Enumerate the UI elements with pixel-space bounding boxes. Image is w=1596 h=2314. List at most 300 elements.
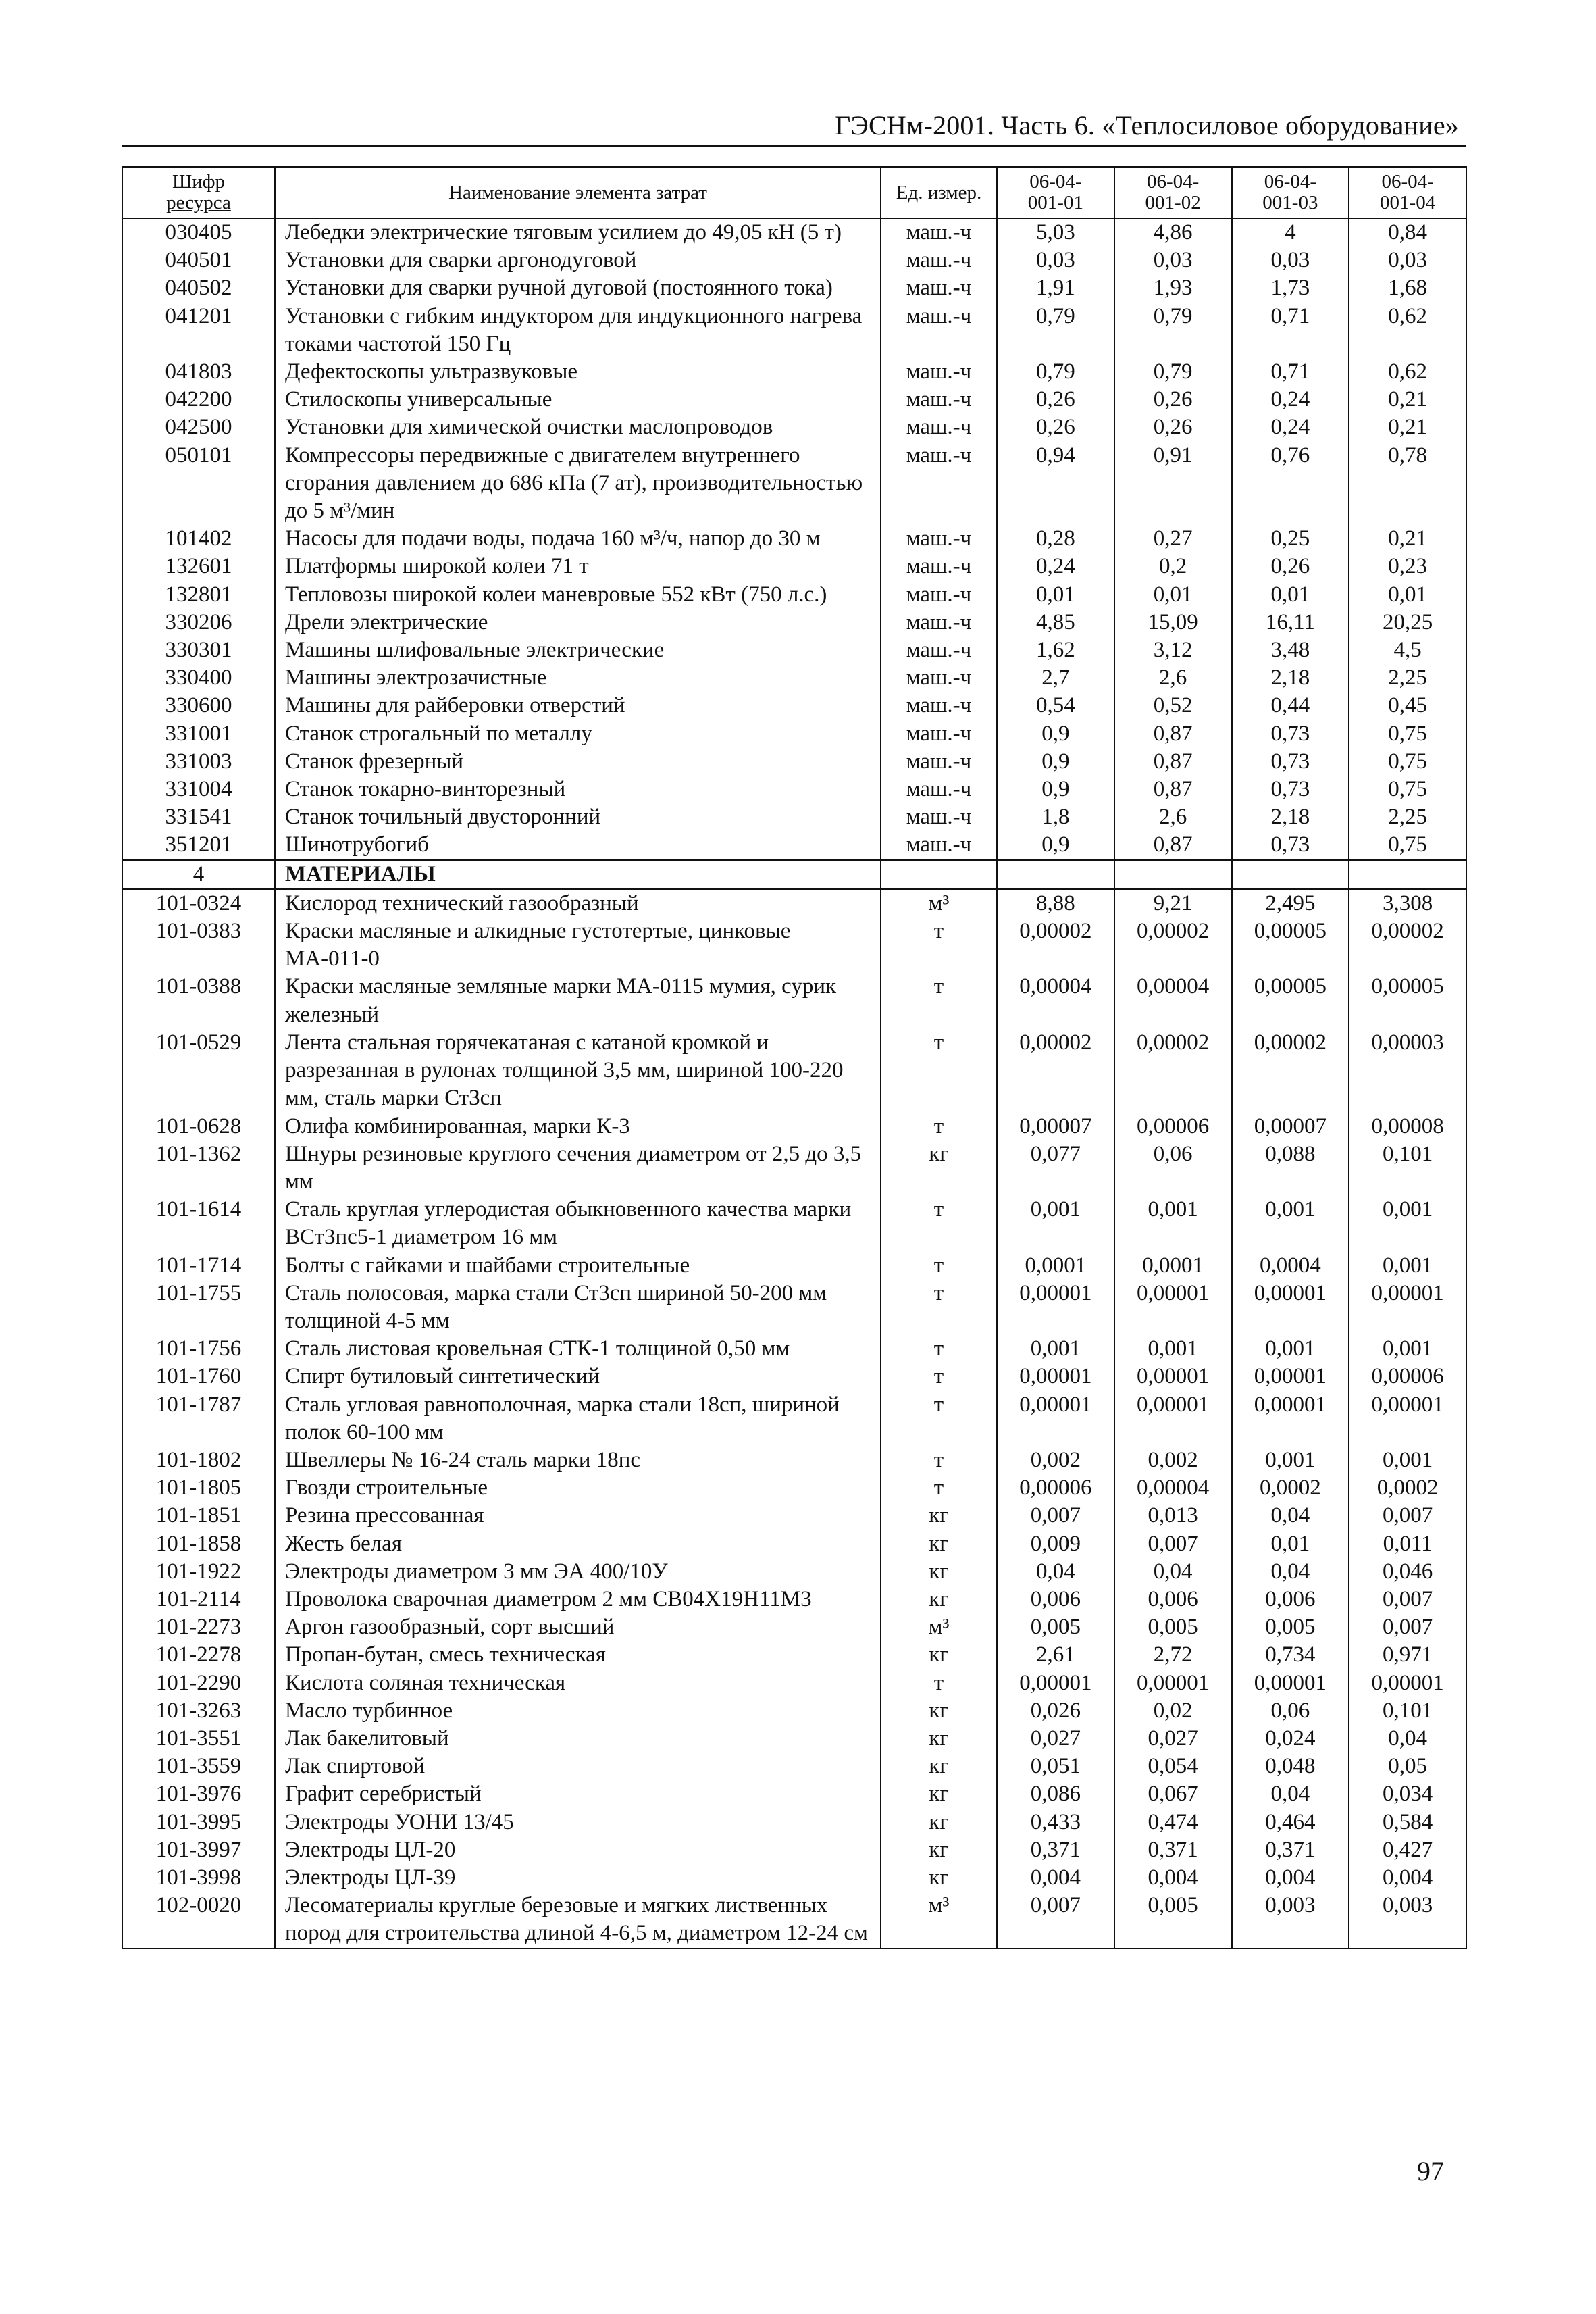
cell-code: 101-0324 (122, 889, 275, 917)
cell-unit: маш.-ч (881, 442, 997, 526)
cell-code: 4 (122, 860, 275, 889)
table-row (122, 973, 1466, 1028)
cell-name: Станок точильный двусторонний (275, 803, 881, 831)
cell-v2: 2,6 (1114, 803, 1232, 831)
table-row (122, 1363, 1466, 1390)
cell-v1: 0,001 (997, 1196, 1114, 1251)
cell-v1: 1,91 (997, 274, 1114, 302)
cell-name: Швеллеры № 16-24 сталь марки 18пс (275, 1447, 881, 1474)
cell-v1: 0,00006 (997, 1474, 1114, 1502)
cell-name: Машины шлифовальные электрические (275, 636, 881, 664)
cell-v2: 0,00002 (1114, 1029, 1232, 1113)
cell-name: Электроды ЦЛ-39 (275, 1864, 881, 1892)
cell-v2: 15,09 (1114, 609, 1232, 636)
table-row (122, 1391, 1466, 1447)
cell-v2: 0,027 (1114, 1725, 1232, 1753)
cell-v3: 0,048 (1232, 1753, 1349, 1780)
cell-v3: 2,18 (1232, 803, 1349, 831)
cell-v4 (1349, 860, 1466, 889)
cell-v2: 0,001 (1114, 1335, 1232, 1363)
cell-code: 101-0383 (122, 917, 275, 973)
cell-v1: 0,007 (997, 1502, 1114, 1530)
table-row (122, 1530, 1466, 1558)
cell-v4: 0,007 (1349, 1502, 1466, 1530)
cell-unit: м³ (881, 1892, 997, 1948)
cell-v3: 4 (1232, 218, 1349, 247)
cell-name: Сталь угловая равнополочная, марка стали 18сп, шириной полок 60-100 мм (275, 1391, 881, 1447)
cell-v2: 0,00001 (1114, 1280, 1232, 1335)
cell-v2: 0,87 (1114, 720, 1232, 748)
cell-v3: 0,73 (1232, 720, 1349, 748)
cell-v4: 0,75 (1349, 720, 1466, 748)
cell-code: 132601 (122, 553, 275, 580)
document-title: ГЭСНм-2001. Часть 6. «Теплосиловое оборудование» (835, 110, 1459, 141)
cell-v4: 0,62 (1349, 358, 1466, 386)
cell-unit: маш.-ч (881, 358, 997, 386)
cell-v4: 2,25 (1349, 664, 1466, 692)
cell-v4: 0,62 (1349, 303, 1466, 358)
cell-name: Стилоскопы универсальные (275, 386, 881, 413)
cell-code: 101-1805 (122, 1474, 275, 1502)
cell-name: Тепловозы широкой колеи маневровые 552 кВт (750 л.с.) (275, 581, 881, 609)
cell-unit: т (881, 1474, 997, 1502)
cell-name: Пропан-бутан, смесь техническая (275, 1641, 881, 1669)
cell-v1: 0,9 (997, 720, 1114, 748)
cell-code: 101-3995 (122, 1809, 275, 1836)
cell-v2: 0,87 (1114, 776, 1232, 803)
cell-code: 101-1787 (122, 1391, 275, 1447)
cell-v1: 8,88 (997, 889, 1114, 917)
cell-v4: 0,427 (1349, 1836, 1466, 1864)
cell-unit: маш.-ч (881, 247, 997, 274)
cell-code: 101-3998 (122, 1864, 275, 1892)
table-row (122, 776, 1466, 803)
table-row (122, 1140, 1466, 1196)
cell-code: 331001 (122, 720, 275, 748)
cell-code: 101-2278 (122, 1641, 275, 1669)
cell-name: Краски масляные земляные марки МА-0115 мумия, сурик железный (275, 973, 881, 1028)
cell-v3: 0,76 (1232, 442, 1349, 526)
cell-v1: 0,002 (997, 1447, 1114, 1474)
cell-unit: маш.-ч (881, 581, 997, 609)
cell-v1: 0,001 (997, 1335, 1114, 1363)
cell-unit: маш.-ч (881, 413, 997, 441)
cell-unit (881, 860, 997, 889)
cell-v3: 2,18 (1232, 664, 1349, 692)
table-row (122, 1613, 1466, 1641)
cell-code: 040501 (122, 247, 275, 274)
cell-unit: м³ (881, 889, 997, 917)
cell-unit: т (881, 1252, 997, 1280)
cell-v1: 0,26 (997, 413, 1114, 441)
cell-v3: 0,0004 (1232, 1252, 1349, 1280)
cell-v4: 0,75 (1349, 776, 1466, 803)
column-header-unit: Ед. измер. (881, 167, 997, 218)
column-header-v3-line2: 001-03 (1262, 192, 1318, 213)
table-row (122, 1836, 1466, 1864)
cell-v4: 0,21 (1349, 386, 1466, 413)
cell-v1: 0,9 (997, 748, 1114, 776)
cell-name: Электроды УОНИ 13/45 (275, 1809, 881, 1836)
cell-v4: 0,05 (1349, 1753, 1466, 1780)
table-row (122, 581, 1466, 609)
table-row (122, 889, 1466, 917)
cell-code: 101-1858 (122, 1530, 275, 1558)
cell-name: Аргон газообразный, сорт высший (275, 1613, 881, 1641)
cell-name: Электроды диаметром 3 мм ЭА 400/10У (275, 1558, 881, 1586)
table-row (122, 1447, 1466, 1474)
cell-v1: 0,371 (997, 1836, 1114, 1864)
cell-v2: 0,00002 (1114, 917, 1232, 973)
cell-v4: 0,101 (1349, 1697, 1466, 1725)
cell-v4: 3,308 (1349, 889, 1466, 917)
cell-unit: т (881, 917, 997, 973)
cell-v1: 0,00001 (997, 1391, 1114, 1447)
cell-v2: 0,005 (1114, 1613, 1232, 1641)
cell-v4: 0,001 (1349, 1196, 1466, 1251)
cell-unit: маш.-ч (881, 636, 997, 664)
table-row (122, 218, 1466, 247)
cell-name: Лента стальная горячекатаная с катаной кромкой и разрезанная в рулонах толщиной 3,5 мм, шириной 100-220 мм, сталь марки Ст3сп (275, 1029, 881, 1113)
cell-v2: 0,00004 (1114, 973, 1232, 1028)
cell-v1: 0,00004 (997, 973, 1114, 1028)
cell-v4: 0,00001 (1349, 1280, 1466, 1335)
cell-v4: 0,001 (1349, 1335, 1466, 1363)
cell-code: 101-2290 (122, 1669, 275, 1697)
cell-v2: 0,006 (1114, 1586, 1232, 1613)
cell-v2: 0,474 (1114, 1809, 1232, 1836)
cell-name: Графит серебристый (275, 1780, 881, 1808)
cell-v2: 0,52 (1114, 692, 1232, 720)
cell-name: Сталь круглая углеродистая обыкновенного качества марки ВСт3пс5-1 диаметром 16 мм (275, 1196, 881, 1251)
column-header-v3 (1232, 167, 1349, 218)
cell-v4: 0,45 (1349, 692, 1466, 720)
cell-unit: т (881, 1280, 997, 1335)
cell-name: Лак спиртовой (275, 1753, 881, 1780)
cell-v3: 0,0002 (1232, 1474, 1349, 1502)
cell-v1: 0,077 (997, 1140, 1114, 1196)
cell-unit: кг (881, 1641, 997, 1669)
cell-v2: 3,12 (1114, 636, 1232, 664)
cell-v1: 0,009 (997, 1530, 1114, 1558)
cell-v2: 0,013 (1114, 1502, 1232, 1530)
cell-code: 040502 (122, 274, 275, 302)
cell-v2: 0,26 (1114, 413, 1232, 441)
cell-v1: 4,85 (997, 609, 1114, 636)
cell-v3: 0,73 (1232, 831, 1349, 859)
cell-name: Спирт бутиловый синтетический (275, 1363, 881, 1390)
cell-v2: 0,02 (1114, 1697, 1232, 1725)
cell-v4: 0,21 (1349, 525, 1466, 553)
cell-code: 101402 (122, 525, 275, 553)
cell-v3: 0,00005 (1232, 973, 1349, 1028)
cell-v2: 0,00006 (1114, 1113, 1232, 1140)
table-row (122, 917, 1466, 973)
cell-name: Олифа комбинированная, марки К-3 (275, 1113, 881, 1140)
cell-v3: 0,01 (1232, 581, 1349, 609)
table-body (122, 218, 1466, 1948)
cell-code: 041201 (122, 303, 275, 358)
cell-code: 101-1362 (122, 1140, 275, 1196)
table-row (122, 1280, 1466, 1335)
cell-v2: 0,00001 (1114, 1391, 1232, 1447)
cell-unit: маш.-ч (881, 609, 997, 636)
cell-unit: кг (881, 1530, 997, 1558)
cell-code: 101-1802 (122, 1447, 275, 1474)
cell-code: 101-3551 (122, 1725, 275, 1753)
cell-v1: 0,433 (997, 1809, 1114, 1836)
cell-unit: маш.-ч (881, 274, 997, 302)
cell-v2: 0,01 (1114, 581, 1232, 609)
cell-unit: маш.-ч (881, 831, 997, 859)
table-row (122, 1669, 1466, 1697)
cell-v3: 0,04 (1232, 1780, 1349, 1808)
cell-v2: 0,79 (1114, 303, 1232, 358)
cell-v4: 0,971 (1349, 1641, 1466, 1669)
table-row (122, 692, 1466, 720)
cell-v4: 0,21 (1349, 413, 1466, 441)
column-header-v2 (1114, 167, 1232, 218)
column-header-v4 (1349, 167, 1466, 218)
cell-v4: 0,00003 (1349, 1029, 1466, 1113)
table-row (122, 1113, 1466, 1140)
cell-v2: 0,054 (1114, 1753, 1232, 1780)
column-header-v2-line2: 001-02 (1145, 192, 1201, 213)
cell-name: Краски масляные и алкидные густотертые, цинковые МА-011-0 (275, 917, 881, 973)
cell-v4: 0,046 (1349, 1558, 1466, 1586)
cell-v2: 0,00004 (1114, 1474, 1232, 1502)
table-row (122, 636, 1466, 664)
column-header-v1-line2: 001-01 (1027, 192, 1083, 213)
table-row (122, 664, 1466, 692)
cell-v1: 0,086 (997, 1780, 1114, 1808)
cell-v1: 0,00007 (997, 1113, 1114, 1140)
table-row (122, 1558, 1466, 1586)
table-row (122, 553, 1466, 580)
cell-name: Станок фрезерный (275, 748, 881, 776)
table-header-row (122, 167, 1466, 218)
cell-v1: 0,94 (997, 442, 1114, 526)
cell-v3: 0,73 (1232, 748, 1349, 776)
table-row (122, 274, 1466, 302)
table-row (122, 525, 1466, 553)
cell-v2: 0,002 (1114, 1447, 1232, 1474)
cell-v4: 1,68 (1349, 274, 1466, 302)
cell-v4: 0,23 (1349, 553, 1466, 580)
cell-v4: 0,001 (1349, 1447, 1466, 1474)
cell-v2: 0,03 (1114, 247, 1232, 274)
column-header-code-line2: ресурса (166, 192, 231, 213)
cell-v1: 1,62 (997, 636, 1114, 664)
cell-name: Резина прессованная (275, 1502, 881, 1530)
cell-unit: кг (881, 1502, 997, 1530)
cell-v4: 0,78 (1349, 442, 1466, 526)
cell-name: Компрессоры передвижные с двигателем внутреннего сгорания давлением до 686 кПа (7 ат), производительностью до 5 м³/мин (275, 442, 881, 526)
column-header-name: Наименование элемента затрат (275, 167, 881, 218)
cell-unit: кг (881, 1725, 997, 1753)
cell-v1: 0,00001 (997, 1363, 1114, 1390)
column-header-v1-line1: 06-04- (1029, 171, 1082, 193)
cell-unit: т (881, 1196, 997, 1251)
cell-v2: 0,004 (1114, 1864, 1232, 1892)
cell-name: Шнуры резиновые круглого сечения диаметром от 2,5 до 3,5 мм (275, 1140, 881, 1196)
cell-code: 101-1614 (122, 1196, 275, 1251)
table-row (122, 831, 1466, 859)
table-row (122, 247, 1466, 274)
cell-v3: 0,00001 (1232, 1280, 1349, 1335)
cell-unit: маш.-ч (881, 803, 997, 831)
table-row (122, 1474, 1466, 1502)
cell-name: Лесоматериалы круглые березовые и мягких лиственных пород для строительства длиной 4-6,5 м, диаметром 12-24 см (275, 1892, 881, 1948)
cell-v1: 0,54 (997, 692, 1114, 720)
cell-v2: 0,00001 (1114, 1363, 1232, 1390)
resource-table (122, 166, 1467, 1949)
cell-name: Кислота соляная техническая (275, 1669, 881, 1697)
cell-v3: 0,001 (1232, 1447, 1349, 1474)
cell-v4: 0,00005 (1349, 973, 1466, 1028)
cell-unit: т (881, 1335, 997, 1363)
cell-unit: т (881, 1363, 997, 1390)
cell-name: Масло турбинное (275, 1697, 881, 1725)
table-row (122, 1335, 1466, 1363)
cell-v2: 1,93 (1114, 274, 1232, 302)
cell-v2: 0,001 (1114, 1196, 1232, 1251)
cell-v1: 1,8 (997, 803, 1114, 831)
cell-v1: 0,04 (997, 1558, 1114, 1586)
table-row (122, 1641, 1466, 1669)
cell-unit: маш.-ч (881, 720, 997, 748)
cell-v2: 0,067 (1114, 1780, 1232, 1808)
cell-unit: маш.-ч (881, 525, 997, 553)
cell-unit: кг (881, 1586, 997, 1613)
cell-v4: 0,00001 (1349, 1669, 1466, 1697)
cell-code: 330206 (122, 609, 275, 636)
cell-unit: маш.-ч (881, 664, 997, 692)
cell-v2: 2,72 (1114, 1641, 1232, 1669)
cell-name: МАТЕРИАЛЫ (275, 860, 881, 889)
cell-v1: 2,7 (997, 664, 1114, 692)
cell-unit: м³ (881, 1613, 997, 1641)
cell-v4: 0,75 (1349, 831, 1466, 859)
cell-code: 330600 (122, 692, 275, 720)
column-header-v4-line1: 06-04- (1381, 171, 1434, 193)
cell-code: 331003 (122, 748, 275, 776)
cell-v1: 0,9 (997, 831, 1114, 859)
cell-v4: 0,004 (1349, 1864, 1466, 1892)
cell-v1: 0,006 (997, 1586, 1114, 1613)
cell-v2: 0,87 (1114, 748, 1232, 776)
cell-unit: маш.-ч (881, 303, 997, 358)
cell-name: Установки для сварки ручной дуговой (постоянного тока) (275, 274, 881, 302)
cell-v2: 0,007 (1114, 1530, 1232, 1558)
table-row (122, 1196, 1466, 1251)
cell-unit: маш.-ч (881, 748, 997, 776)
cell-unit: кг (881, 1140, 997, 1196)
cell-name: Платформы широкой колеи 71 т (275, 553, 881, 580)
cell-v3: 0,005 (1232, 1613, 1349, 1641)
cell-code: 101-2273 (122, 1613, 275, 1641)
cell-unit: кг (881, 1780, 997, 1808)
column-header-code-line1: Шифр (172, 171, 226, 193)
cell-code: 101-1756 (122, 1335, 275, 1363)
cell-v1: 0,0001 (997, 1252, 1114, 1280)
cell-v1: 0,79 (997, 303, 1114, 358)
cell-v1: 0,007 (997, 1892, 1114, 1948)
table-row (122, 1586, 1466, 1613)
cell-v2: 4,86 (1114, 218, 1232, 247)
cell-name: Установки с гибким индуктором для индукционного нагрева токами частотой 150 Гц (275, 303, 881, 358)
cell-v3: 0,71 (1232, 303, 1349, 358)
cell-code: 132801 (122, 581, 275, 609)
cell-v4: 0,00002 (1349, 917, 1466, 973)
cell-v3: 0,24 (1232, 386, 1349, 413)
cell-code: 102-0020 (122, 1892, 275, 1948)
cell-code: 101-0388 (122, 973, 275, 1028)
cell-v1: 0,03 (997, 247, 1114, 274)
table-row (122, 609, 1466, 636)
cell-v1: 0,01 (997, 581, 1114, 609)
cell-code: 330301 (122, 636, 275, 664)
cell-v3: 0,44 (1232, 692, 1349, 720)
table-header (122, 167, 1466, 218)
cell-v2: 0,371 (1114, 1836, 1232, 1864)
cell-unit: кг (881, 1809, 997, 1836)
cell-name: Машины для райберовки отверстий (275, 692, 881, 720)
cell-v3: 0,00001 (1232, 1391, 1349, 1447)
cell-v4: 0,0002 (1349, 1474, 1466, 1502)
table-row (122, 1864, 1466, 1892)
cell-unit: кг (881, 1753, 997, 1780)
cell-name: Установки для химической очистки маслопроводов (275, 413, 881, 441)
cell-v1: 0,051 (997, 1753, 1114, 1780)
table-row (122, 720, 1466, 748)
column-header-v1 (997, 167, 1114, 218)
cell-v3: 0,004 (1232, 1864, 1349, 1892)
cell-name: Лебедки электрические тяговым усилием до 49,05 кН (5 т) (275, 218, 881, 247)
cell-unit: кг (881, 1836, 997, 1864)
cell-code: 331541 (122, 803, 275, 831)
cell-code: 101-0529 (122, 1029, 275, 1113)
cell-v3: 0,464 (1232, 1809, 1349, 1836)
table-row (122, 1892, 1466, 1948)
cell-v2: 0,0001 (1114, 1252, 1232, 1280)
cell-code: 101-1851 (122, 1502, 275, 1530)
cell-name: Машины электрозачистные (275, 664, 881, 692)
cell-v1: 0,005 (997, 1613, 1114, 1641)
cell-v3: 0,00001 (1232, 1669, 1349, 1697)
table-row (122, 386, 1466, 413)
cell-v1: 0,00001 (997, 1280, 1114, 1335)
table-row (122, 748, 1466, 776)
cell-name: Станок строгальный по металлу (275, 720, 881, 748)
cell-v4: 0,007 (1349, 1586, 1466, 1613)
cell-v1: 0,24 (997, 553, 1114, 580)
cell-code: 042500 (122, 413, 275, 441)
cell-code: 101-1760 (122, 1363, 275, 1390)
cell-name: Станок токарно-винторезный (275, 776, 881, 803)
cell-unit: маш.-ч (881, 386, 997, 413)
cell-unit: маш.-ч (881, 218, 997, 247)
table-row (122, 1029, 1466, 1113)
cell-v3: 0,24 (1232, 413, 1349, 441)
cell-unit: кг (881, 1697, 997, 1725)
cell-unit: маш.-ч (881, 692, 997, 720)
cell-v4: 0,00001 (1349, 1391, 1466, 1447)
cell-v2: 0,27 (1114, 525, 1232, 553)
cell-v1 (997, 860, 1114, 889)
cell-v3: 0,06 (1232, 1697, 1349, 1725)
table-row (122, 1502, 1466, 1530)
